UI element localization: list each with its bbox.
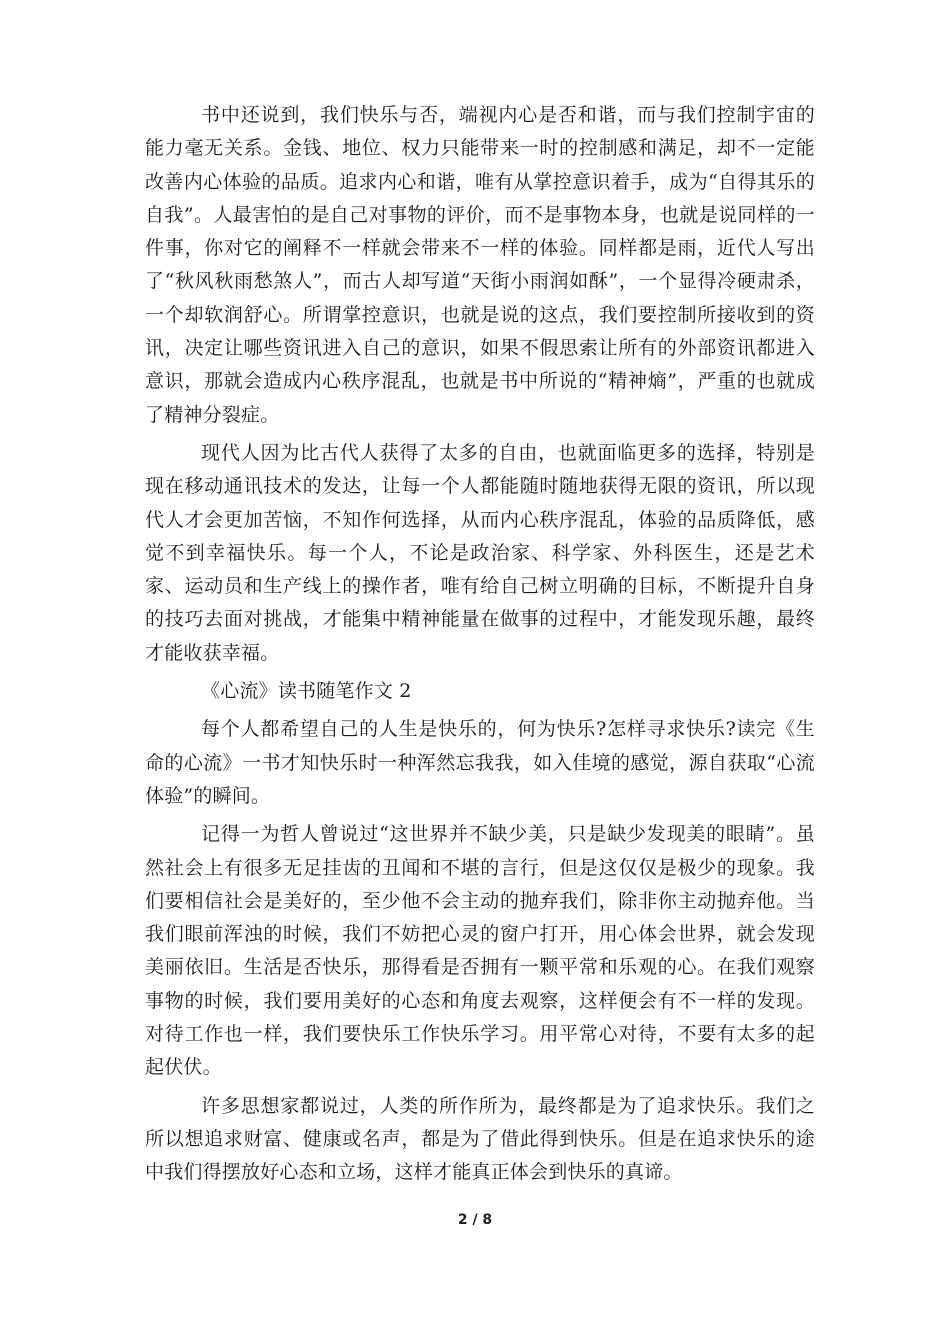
paragraph-4: 记得一为哲人曾说过“这世界并不缺少美，只是缺少发现美的眼睛”。虽然社会上有很多无足挂齿的丑闻和不堪的言行，但是这仅仅是极少的现象。我们要相信社会是美好的，至少他不会主动的抛弃我们，除非你主动抛弃他。当我们眼前浑浊的时候，我们不妨把心灵的窗户打开，用心体会世界，就会发现美丽依旧。生活是否快乐，那得看是否拥有一颗平常和乐观的心。在我们观察事物的时候，我们要用美好的心态和角度去观察，这样便会有不一样的发现。对待工作也一样，我们要快乐工作快乐学习。用平常心对待，不要有太多的起起伏伏。 — [145, 823, 815, 1079]
paragraph-2: 现代人因为比古代人获得了太多的自由，也就面临更多的选择，特别是现在移动通讯技术的发达，让每一个人都能随时随地获得无限的资讯，所以现代人才会更加苦恼，不知作何选择，从而内心秩序混乱，体验的品质降低，感觉不到幸福快乐。每一个人，不论是政治家、科学家、外科医生，还是艺术家、运动员和生产线上的操作者，唯有给自己树立明确的目标，不断提升自身的技巧去面对挑战，才能集中精神能量在做事的过程中，才能发现乐趣，最终才能收获幸福。 — [145, 441, 815, 664]
paragraph-5: 许多思想家都说过，人类的所作所为，最终都是为了追求快乐。我们之所以想追求财富、健康或名声，都是为了借此得到快乐。但是在追求快乐的途中我们得摆放好心态和立场，这样才能真正体会到快乐的真谛。 — [145, 1094, 815, 1184]
paragraph-3: 每个人都希望自己的人生是快乐的，何为快乐?怎样寻求快乐?读完《生命的心流》一书才知快乐时一种浑然忘我我，如入佳境的感觉，源自获取“心流体验”的瞬间。 — [145, 718, 815, 807]
document-body — [145, 99, 815, 1190]
section-heading: 《心流》读书随笔作文 2 — [201, 680, 412, 703]
paragraph-1: 书中还说到，我们快乐与否，端视内心是否和谐，而与我们控制宇宙的能力毫无关系。金钱、地位、权力只能带来一时的控制感和满足，却不一定能改善内心体验的品质。追求内心和谐，唯有从掌控意识着手，成为“自得其乐的自我”。人最害怕的是自己对事物的评价，而不是事物本身，也就是说同样的一件事，你对它的阐释不一样就会带来不一样的体验。同样都是雨，近代人写出了“秋风秋雨愁煞人”，而古人却写道“天街小雨润如酥”，一个显得冷硬肃杀，一个却软润舒心。所谓掌控意识，也就是说的这点，我们要控制所接收到的资讯，决定让哪些资讯进入自己的意识，如果不假思索让所有的外部资讯都进入意识，那就会造成内心秩序混乱，也就是书中所说的“精神熵”，严重的也就成了精神分裂症。 — [145, 104, 815, 426]
page-number: 2 / 8 — [457, 1212, 493, 1228]
